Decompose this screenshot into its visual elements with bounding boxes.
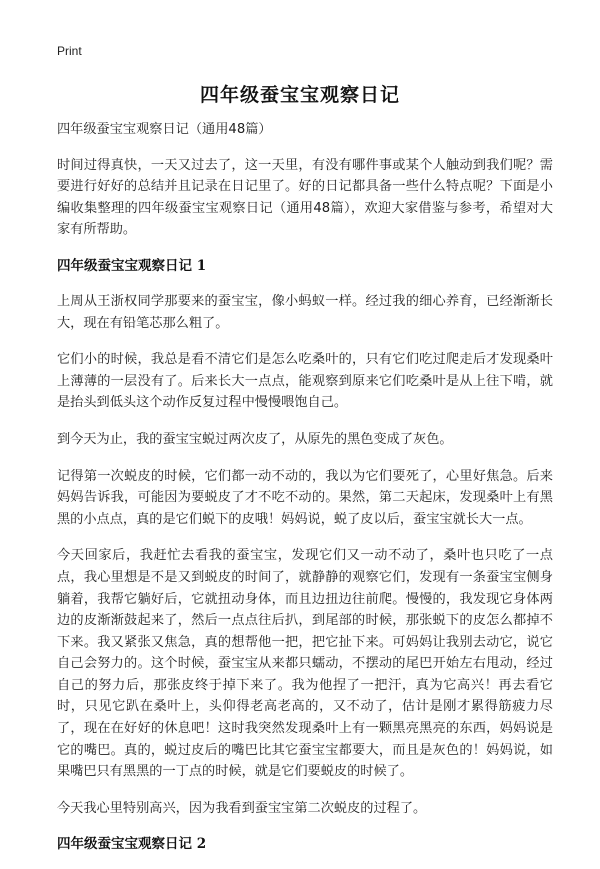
paragraph: 今天我心里特别高兴，因为我看到蚕宝宝第二次蜕皮的过程了。 (57, 800, 427, 816)
page-title: 四年级蚕宝宝观察日记 (199, 84, 400, 106)
paragraph: 上周从王浙权同学那要来的蚕宝宝，像小蚂蚁一样。经过我的细心养育，已经渐渐长大，现在有铅笔芯那么粗了。 (57, 293, 553, 331)
paragraph: 到今天为止，我的蚕宝宝蜕过两次皮了，从原先的黑色变成了灰色。 (57, 431, 453, 447)
paragraph: 今天回家后，我赶忙去看我的蚕宝宝，发现它们又一动不动了，桑叶也只吃了一点点，我心里想是不是又到蜕皮的时间了，就静静的观察它们，发现有一条蚕宝宝侧身躺着，我帮它躺好后，它就扭动身体，而且边扭边往前爬。慢慢的，我发现它身体两边的皮渐渐鼓起来了，然后一点点往后扒，到尾部的时候，那张蜕下的皮怎么都掉不下来。我又紧张又焦急，真的想帮他一把，把它扯下来。可妈妈让我别去动它，说它自己会努力的。这个时候，蚕宝宝从来都只蠕动，不摆动的尾巴开始左右甩动，经过自己的努力后，那张皮终于掉下来了。我为他捏了一把汗，真为它高兴！再去看它时，只见它趴在桑叶上，头仰得老高老高的，又不动了，估计是刚才累得筋疲力尽了，现在在好好的休息吧！这时我突然发现桑叶上有一颗黑亮黑亮的东西，妈妈说是它的嘴巴。真的，蜕过皮后的嘴巴比其它蚕宝宝都要大，而且是灰色的！妈妈说，如果嘴巴只有黑黑的一丁点的时候，就是它们要蜕皮的时候了。 (57, 548, 553, 780)
paragraph: 记得第一次蜕皮的时候，它们都一动不动的，我以为它们要死了，心里好焦急。后来妈妈告诉我，可能因为要蜕皮了才不吃不动的。果然，第二天起床，发现桑叶上有黑黑的小点点，真的是它们蜕下的皮哦！妈妈说，蜕了皮以后，蚕宝宝就长大一点。 (57, 468, 553, 527)
intro-paragraph: 时间过得真快，一天又过去了，这一天里，有没有哪件事或某个人触动到我们呢？需要进行好好的总结并且记录在日记里了。好的日记都具备一些什么特点呢？下面是小编收集整理的四年级蚕宝宝观察日记（通用48篇），欢迎大家借鉴与参考，希望对大家有所帮助。 (57, 157, 553, 238)
article-subtitle: 四年级蚕宝宝观察日记（通用48篇） (57, 122, 272, 137)
paragraph: 它们小的时候，我总是看不清它们是怎么吃桑叶的，只有它们吃过爬走后才发现桑叶上薄薄的一层没有了。后来长大一点点，能观察到原来它们吃桑叶是从上往下啃，就是抬头到低头这个动作反复过程中慢慢喂饱自己。 (57, 352, 553, 411)
print-link[interactable]: Print (57, 44, 82, 58)
article-body (57, 119, 553, 869)
section-heading-1: 四年级蚕宝宝观察日记 1 (57, 257, 207, 274)
section-heading-2: 四年级蚕宝宝观察日记 2 (57, 836, 207, 853)
